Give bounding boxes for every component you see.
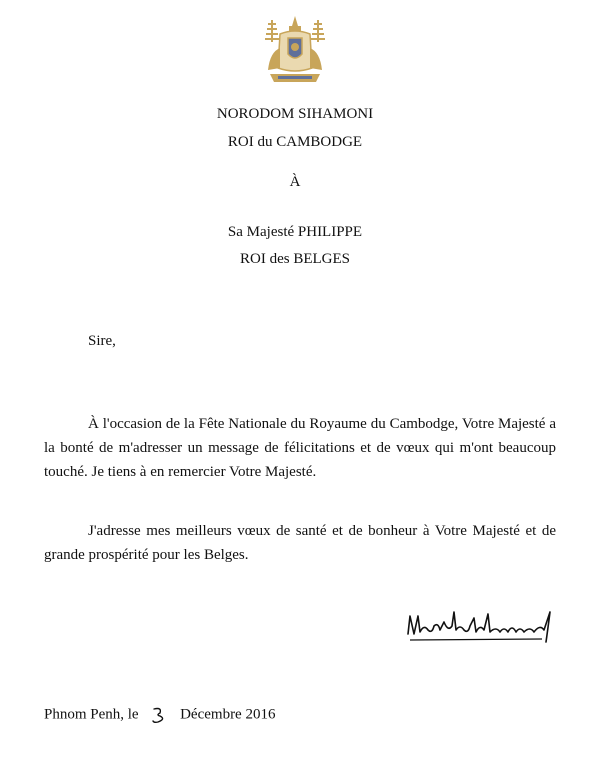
- address-to: À: [289, 174, 301, 190]
- closing-place: Phnom Penh, le: [44, 706, 139, 723]
- sender-title: ROI du CAMBODGE: [227, 134, 363, 150]
- signature: [404, 604, 556, 648]
- handwritten-day: [142, 706, 176, 724]
- closing-line: [44, 706, 275, 724]
- body-paragraph: J'adresse mes meilleurs vœux de santé et de bonheur à Votre Majesté et de grande prospérité pour les Belges.: [44, 523, 556, 563]
- closing-date: Décembre 2016: [180, 706, 276, 723]
- sender-name: NORODOM SIHAMONI: [216, 106, 374, 122]
- recipient-name: Sa Majesté PHILIPPE: [227, 224, 363, 240]
- recipient-title: ROI des BELGES: [240, 251, 350, 267]
- body-paragraph: À l'occasion de la Fête Nationale du Royaume du Cambodge, Votre Majesté a la bonté de m'adresser un message de félicitations et de vœux qui m'ont beaucoup touché. Je tiens à en remercier Votre Majesté.: [44, 416, 556, 480]
- royal-crest-icon: [258, 12, 332, 84]
- salutation: Sire,: [88, 333, 116, 349]
